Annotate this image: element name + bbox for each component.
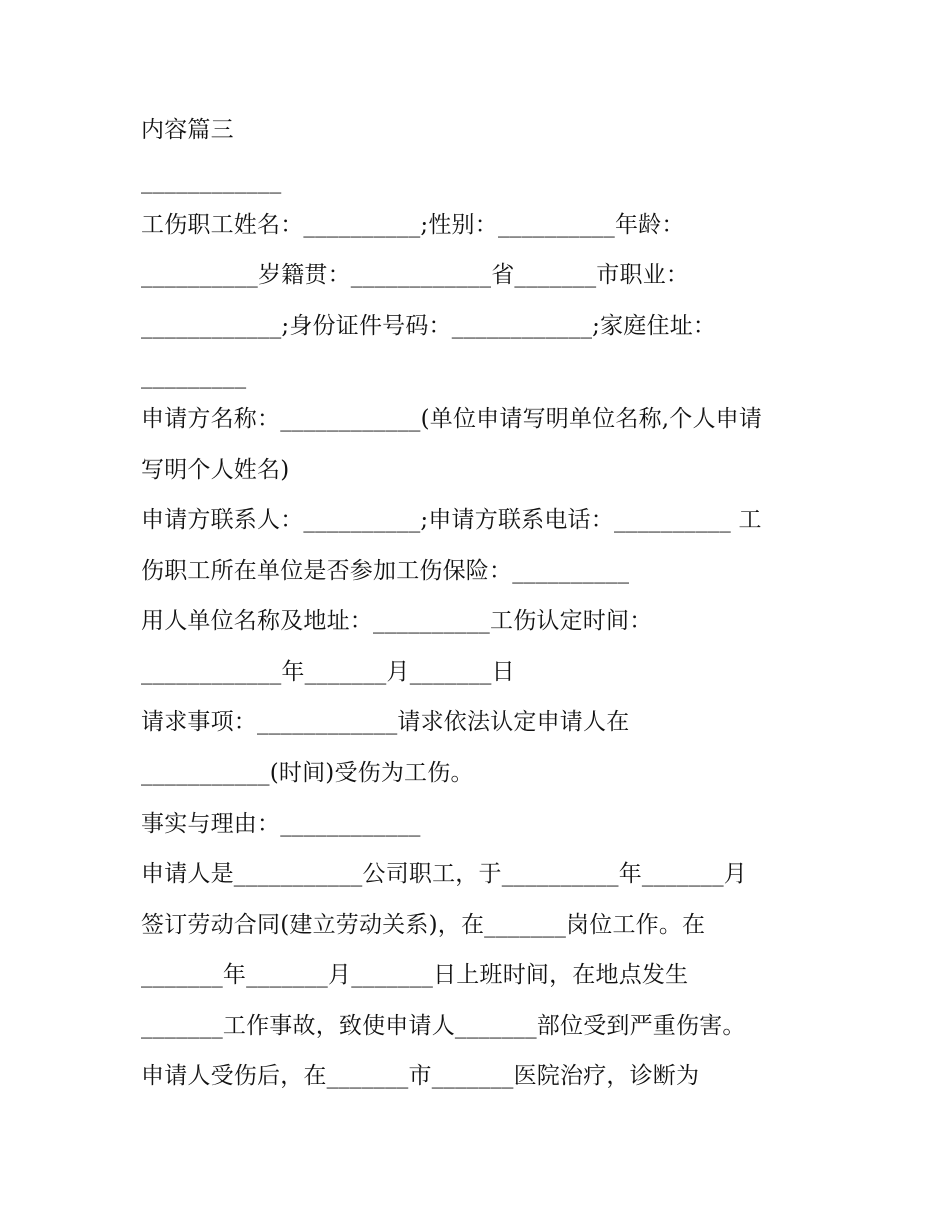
form-line-request-cont: ___________(时间)受伤为工伤。 [141,760,474,786]
section-heading: 内容篇三 [141,117,234,143]
body-line-2: 签订劳动合同(建立劳动关系)，在_______岗位工作。在 [141,912,706,938]
form-line-request: 请求事项：____________请求依法认定申请人在 [141,709,630,735]
blank-line: ____________ [141,168,282,194]
form-line-address-blank: _________ [141,363,247,389]
body-line-4: _______工作事故，致使申请人_______部位受到严重伤害。 [141,1013,746,1039]
body-line-5: 申请人受伤后，在_______市_______医院治疗，诊断为 [141,1063,700,1089]
form-line-age-origin: __________岁籍贯：____________省_______市职业： [141,262,690,288]
form-line-applicant-name: 申请方名称：____________(单位申请写明单位名称,个人申请 [141,406,763,432]
form-line-id-address: ____________;身份证件号码：____________;家庭住址： [141,313,717,339]
body-line-3: _______年_______月_______日上班时间，在地点发生 [141,962,689,988]
form-line-date: ____________年_______月_______日 [141,659,515,685]
body-line-1: 申请人是___________公司职工，于__________年_______月 [141,861,747,887]
form-line-applicant-name-cont: 写明个人姓名) [141,457,290,483]
form-line-employer: 用人单位名称及地址：__________工伤认定时间： [141,608,653,634]
form-line-facts: 事实与理由：____________ [141,811,421,837]
form-line-worker-name: 工伤职工姓名：__________;性别：__________年龄： [141,212,685,238]
form-line-insurance: 伤职工所在单位是否参加工伤保险：__________ [141,558,630,584]
form-line-contact: 申请方联系人：__________;申请方联系电话：__________ 工 [141,507,762,533]
